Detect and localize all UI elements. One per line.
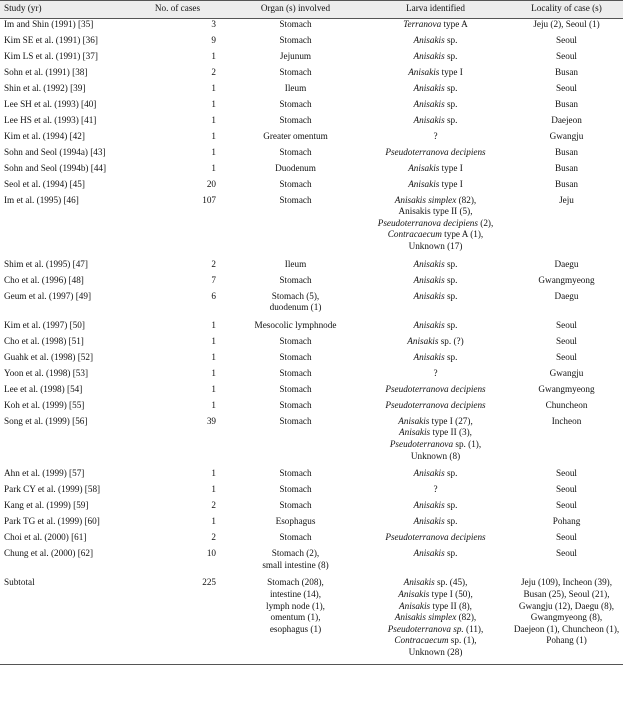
table-row <box>0 416 623 468</box>
cell-larva <box>361 67 508 83</box>
table-row <box>0 548 623 577</box>
larva-line: Anisakis type II (3), <box>399 427 472 438</box>
cell-locality <box>508 516 623 532</box>
cell-organ <box>228 99 361 115</box>
header-larva: Larva identified <box>361 1 508 19</box>
larva-line: Pseudoterranova decipiens <box>385 532 486 543</box>
cell-larva <box>361 336 508 352</box>
cell-larva <box>361 320 508 336</box>
larva-line: Anisakis sp. <box>413 34 458 45</box>
cell-larva <box>361 179 508 195</box>
cell-study: Im et al. (1995) [46] <box>4 194 79 205</box>
cell-cases: 1 <box>211 351 216 362</box>
cell-cases: 1 <box>211 335 216 346</box>
table-row <box>0 195 623 259</box>
locality-line: Seoul <box>556 34 577 45</box>
locality-line: Chuncheon <box>545 399 588 410</box>
cell-study: Subtotal <box>0 577 125 665</box>
table-row <box>0 83 623 99</box>
cell-larva <box>361 35 508 51</box>
cell-study: Seol et al. (1994) [45] <box>4 178 85 189</box>
cell-larva <box>361 352 508 368</box>
cell-larva <box>361 83 508 99</box>
cell-locality <box>508 400 623 416</box>
organ-line: Stomach <box>279 367 312 378</box>
locality-line: Seoul <box>556 50 577 61</box>
locality-line: Daejeon (1), Chuncheon (1), <box>513 623 620 634</box>
larva-line: Pseudoterranova sp. (1), <box>389 438 482 449</box>
cell-cases: 225 <box>125 577 228 665</box>
organ-line: Stomach <box>279 178 312 189</box>
larva-line: Anisakis type I <box>408 162 463 173</box>
organ-line: Stomach (5), <box>271 290 320 301</box>
cell-locality <box>508 577 623 665</box>
cell-cases: 1 <box>211 367 216 378</box>
locality-line: Seoul <box>556 468 577 479</box>
cell-cases: 2 <box>211 500 216 511</box>
cell-larva <box>361 516 508 532</box>
cell-study: Koh et al. (1999) [55] <box>4 399 85 410</box>
organ-line: Stomach (2), <box>271 548 320 559</box>
locality-line: Seoul <box>556 319 577 330</box>
table-row <box>0 115 623 131</box>
locality-line: Jeju <box>559 194 574 205</box>
cell-cases: 1 <box>211 399 216 410</box>
larva-line: Anisakis sp. (45), <box>403 577 468 588</box>
organ-line: Stomach <box>279 114 312 125</box>
organ-line: Stomach <box>279 146 312 157</box>
table-row <box>0 484 623 500</box>
cell-organ <box>228 291 361 320</box>
cell-cases: 39 <box>206 415 216 426</box>
locality-line: Busan <box>555 66 578 77</box>
cell-organ <box>228 115 361 131</box>
larva-line: Anisakis sp. <box>413 98 458 109</box>
cell-cases: 2 <box>211 258 216 269</box>
locality-line: Seoul <box>556 351 577 362</box>
cell-organ <box>228 500 361 516</box>
table-row <box>0 163 623 179</box>
cell-locality <box>508 532 623 548</box>
cell-cases: 1 <box>211 130 216 141</box>
organ-line: Stomach <box>279 415 312 426</box>
organ-line: Esophagus <box>275 516 316 527</box>
cell-locality <box>508 259 623 275</box>
cell-organ <box>228 368 361 384</box>
larva-line: Pseudoterranova decipiens <box>385 399 486 410</box>
cell-study: Shim et al. (1995) [47] <box>4 258 88 269</box>
cell-locality <box>508 368 623 384</box>
organ-line: duodenum (1) <box>269 302 322 313</box>
locality-line: Seoul <box>556 532 577 543</box>
cell-organ <box>228 320 361 336</box>
cell-locality <box>508 500 623 516</box>
cell-locality <box>508 163 623 179</box>
locality-line: Gwangmyeong <box>538 383 595 394</box>
cell-study: Cho et al. (1996) [48] <box>4 274 84 285</box>
table-row <box>0 384 623 400</box>
cell-locality <box>508 291 623 320</box>
locality-line: Pohang (1) <box>546 635 587 646</box>
organ-line: Stomach <box>279 500 312 511</box>
larva-line: Anisakis sp. <box>413 500 458 511</box>
larva-line: Anisakis simplex (82), <box>394 612 477 623</box>
cell-larva <box>361 99 508 115</box>
cell-organ <box>228 259 361 275</box>
locality-line: Busan <box>555 146 578 157</box>
organ-line: small intestine (8) <box>262 559 329 570</box>
cell-locality <box>508 18 623 35</box>
organ-line: omentum (1), <box>270 612 321 623</box>
cell-cases: 1 <box>211 98 216 109</box>
cell-cases: 1 <box>211 114 216 125</box>
locality-line: Busan <box>555 162 578 173</box>
locality-line: Jeju (109), Incheon (39), <box>520 577 613 588</box>
cell-study: Lee SH et al. (1993) [40] <box>4 98 97 109</box>
organ-line: Stomach <box>279 18 312 29</box>
table-row <box>0 147 623 163</box>
cell-locality <box>508 195 623 259</box>
cell-larva <box>361 147 508 163</box>
locality-line: Busan (25), Seoul (21), <box>523 588 610 599</box>
organ-line: Mesocolic lymphnode <box>254 319 337 330</box>
larva-line: Unknown (17) <box>408 240 463 251</box>
cell-study: Kim LS et al. (1991) [37] <box>4 50 98 61</box>
cell-organ <box>228 195 361 259</box>
cell-larva <box>361 18 508 35</box>
locality-line: Gwangju <box>549 130 584 141</box>
cell-organ <box>228 83 361 99</box>
cell-cases: 3 <box>211 18 216 29</box>
cell-cases: 9 <box>211 34 216 45</box>
table-row <box>0 67 623 83</box>
cell-study: Cho et al. (1998) [51] <box>4 335 84 346</box>
larva-line: Pseudoterranova decipiens <box>385 383 486 394</box>
larva-line: Anisakis type I <box>408 66 463 77</box>
larva-line: Anisakis sp. <box>413 319 458 330</box>
larva-line: Pseudoterranova decipiens (2), <box>377 217 494 228</box>
cell-larva <box>361 384 508 400</box>
cell-study: Geum et al. (1997) [49] <box>4 290 91 301</box>
cell-study: Chung et al. (2000) [62] <box>4 548 94 559</box>
cell-organ <box>228 532 361 548</box>
organ-line: Stomach <box>279 399 312 410</box>
cell-locality <box>508 179 623 195</box>
larva-line: Contracaecum sp. (1), <box>394 635 477 646</box>
cell-larva <box>361 275 508 291</box>
cell-cases: 1 <box>211 50 216 61</box>
table-row <box>0 468 623 484</box>
table-row <box>0 336 623 352</box>
locality-line: Seoul <box>556 484 577 495</box>
cell-organ <box>228 416 361 468</box>
larva-line: Anisakis sp. <box>413 82 458 93</box>
cell-study: Kim SE et al. (1991) [36] <box>4 34 98 45</box>
cell-study: Yoon et al. (1998) [53] <box>4 367 89 378</box>
cell-larva <box>361 115 508 131</box>
cell-organ <box>228 131 361 147</box>
larva-line: Anisakis sp. <box>413 274 458 285</box>
cell-larva <box>361 51 508 67</box>
cell-locality <box>508 548 623 577</box>
larva-line: Anisakis type II (5), <box>398 206 473 217</box>
organ-line: esophagus (1) <box>269 623 322 634</box>
cell-locality <box>508 99 623 115</box>
cell-locality <box>508 67 623 83</box>
cell-locality <box>508 468 623 484</box>
cell-locality <box>508 416 623 468</box>
organ-line: Greater omentum <box>263 130 328 141</box>
larva-line: Anisakis type I (50), <box>398 588 473 599</box>
cell-organ <box>228 352 361 368</box>
cell-organ <box>228 179 361 195</box>
cell-cases: 10 <box>206 548 216 559</box>
larva-line: Anisakis sp. <box>413 548 458 559</box>
cell-organ <box>228 484 361 500</box>
cell-larva <box>361 484 508 500</box>
cell-cases: 107 <box>202 194 216 205</box>
cell-cases: 1 <box>211 484 216 495</box>
table-row <box>0 99 623 115</box>
table-row <box>0 131 623 147</box>
cell-study: Choi et al. (2000) [61] <box>4 532 87 543</box>
larva-line: Anisakis sp. <box>413 516 458 527</box>
cell-larva <box>361 163 508 179</box>
larva-line: ? <box>433 367 438 378</box>
larva-line: Anisakis sp. <box>413 114 458 125</box>
cell-organ <box>228 548 361 577</box>
cell-larva <box>361 500 508 516</box>
larva-line: Anisakis sp. <box>413 290 458 301</box>
cell-larva <box>361 259 508 275</box>
cell-locality <box>508 320 623 336</box>
cell-study: Kim et al. (1994) [42] <box>4 130 85 141</box>
organ-line: intestine (14), <box>269 588 322 599</box>
cell-study: Sohn et al. (1991) [38] <box>4 66 88 77</box>
cell-larva <box>361 532 508 548</box>
cell-cases: 2 <box>211 532 216 543</box>
cell-organ <box>228 384 361 400</box>
header-study: Study (yr) <box>0 1 125 19</box>
cell-cases: 1 <box>211 319 216 330</box>
cell-larva <box>361 400 508 416</box>
table-row <box>0 368 623 384</box>
cell-study: Song et al. (1999) [56] <box>4 415 88 426</box>
cell-cases: 1 <box>211 82 216 93</box>
organ-line: Stomach <box>279 351 312 362</box>
cell-locality <box>508 275 623 291</box>
locality-line: Jeju (2), Seoul (1) <box>533 18 600 29</box>
cell-study: Park TG et al. (1999) [60] <box>4 516 100 527</box>
cell-locality <box>508 484 623 500</box>
cell-locality <box>508 336 623 352</box>
cell-study: Guahk et al. (1998) [52] <box>4 351 94 362</box>
cell-cases: 7 <box>211 274 216 285</box>
cell-study: Im and Shin (1991) [35] <box>4 18 94 29</box>
locality-line: Busan <box>555 178 578 189</box>
cell-study: Ahn et al. (1999) [57] <box>4 468 85 479</box>
cell-organ <box>228 336 361 352</box>
locality-line: Seoul <box>556 548 577 559</box>
organ-line: Stomach <box>279 383 312 394</box>
larva-line: ? <box>433 130 438 141</box>
cell-cases: 1 <box>211 162 216 173</box>
table-row <box>0 400 623 416</box>
cell-study: Lee et al. (1998) [54] <box>4 383 83 394</box>
header-locality: Locality of case (s) <box>508 1 623 19</box>
cell-larva <box>361 131 508 147</box>
locality-line: Daegu <box>554 258 579 269</box>
cell-larva <box>361 195 508 259</box>
organ-line: Stomach <box>279 34 312 45</box>
locality-line: Gwangju <box>549 367 584 378</box>
cell-cases: 1 <box>211 146 216 157</box>
organ-line: Stomach <box>279 98 312 109</box>
cell-organ <box>228 516 361 532</box>
larva-line: Anisakis sp. <box>413 50 458 61</box>
cell-locality <box>508 115 623 131</box>
locality-line: Daegu <box>554 290 579 301</box>
organ-line: Stomach <box>279 66 312 77</box>
cell-locality <box>508 51 623 67</box>
organ-line: Stomach <box>279 194 312 205</box>
cell-larva <box>361 368 508 384</box>
cell-organ <box>228 163 361 179</box>
locality-line: Seoul <box>556 500 577 511</box>
organ-line: Ileum <box>284 258 307 269</box>
cell-cases: 1 <box>211 516 216 527</box>
locality-line: Gwangmyeong <box>538 274 595 285</box>
table-row <box>0 500 623 516</box>
larva-line: Anisakis type II (8), <box>399 600 472 611</box>
cell-organ <box>228 51 361 67</box>
organ-line: Stomach <box>279 532 312 543</box>
cell-organ <box>228 400 361 416</box>
cell-organ <box>228 577 361 665</box>
cell-cases: 1 <box>211 468 216 479</box>
organ-line: Stomach <box>279 335 312 346</box>
locality-line: Gwangju (12), Daegu (8), <box>518 600 615 611</box>
cell-locality <box>508 147 623 163</box>
cell-organ <box>228 275 361 291</box>
cell-cases: 1 <box>211 383 216 394</box>
larva-line: Anisakis sp. <box>413 258 458 269</box>
cell-organ <box>228 468 361 484</box>
larva-line: Anisakis type I <box>408 178 463 189</box>
cell-cases: 20 <box>206 178 216 189</box>
cell-study: Park CY et al. (1999) [58] <box>4 484 101 495</box>
cell-organ <box>228 18 361 35</box>
cell-larva <box>361 291 508 320</box>
table-body <box>0 18 623 665</box>
larva-line: Pseudoterranova decipiens <box>385 146 486 157</box>
cell-organ <box>228 67 361 83</box>
cell-study: Sohn and Seol (1994b) [44] <box>4 162 107 173</box>
locality-line: Seoul <box>556 82 577 93</box>
table-row <box>0 516 623 532</box>
cell-organ <box>228 35 361 51</box>
cell-study: Kim et al. (1997) [50] <box>4 319 85 330</box>
locality-line: Seoul <box>556 335 577 346</box>
cell-study: Sohn and Seol (1994a) [43] <box>4 146 106 157</box>
cell-larva <box>361 416 508 468</box>
organ-line: Stomach <box>279 274 312 285</box>
table-row <box>0 18 623 35</box>
table-row <box>0 532 623 548</box>
organ-line: Stomach <box>279 484 312 495</box>
locality-line: Pohang <box>552 516 581 527</box>
header-organ: Organ (s) involved <box>228 1 361 19</box>
table-row <box>0 352 623 368</box>
cell-cases: 6 <box>211 290 216 301</box>
table-row <box>0 179 623 195</box>
cell-cases: 2 <box>211 66 216 77</box>
table-row <box>0 51 623 67</box>
organ-line: lymph node (1), <box>266 600 325 611</box>
larva-line: Anisakis sp. (?) <box>407 335 464 346</box>
table-row <box>0 291 623 320</box>
table-row <box>0 275 623 291</box>
locality-line: Gwangmyeong (8), <box>530 612 603 623</box>
larva-line: Anisakis type I (27), <box>398 415 473 426</box>
organ-line: Jejunum <box>279 50 312 61</box>
organ-line: Ileum <box>284 82 307 93</box>
larva-line: Unknown (8) <box>410 450 461 461</box>
organ-line: Duodenum <box>275 162 316 173</box>
cell-study: Kang et al. (1999) [59] <box>4 500 89 511</box>
table-row <box>0 35 623 51</box>
table-row <box>0 577 623 665</box>
cell-study: Shin et al. (1992) [39] <box>4 82 86 93</box>
cell-study: Lee HS et al. (1993) [41] <box>4 114 97 125</box>
table-header-row <box>0 1 623 19</box>
cell-locality <box>508 384 623 400</box>
larva-line: Anisakis simplex (82), <box>394 194 477 205</box>
locality-line: Incheon <box>551 415 582 426</box>
cell-organ <box>228 147 361 163</box>
cell-larva <box>361 468 508 484</box>
larva-line: Contracaecum type A (1), <box>387 229 484 240</box>
cell-larva <box>361 577 508 665</box>
organ-line: Stomach (208), <box>267 577 324 588</box>
organ-line: Stomach <box>279 468 312 479</box>
larva-line: ? <box>433 484 438 495</box>
table-row <box>0 259 623 275</box>
locality-line: Busan <box>555 98 578 109</box>
cell-locality <box>508 352 623 368</box>
larva-line: Unknown (28) <box>408 646 463 657</box>
larva-line: Pseudoterranova sp. (11), <box>387 623 484 634</box>
larva-line: Anisakis sp. <box>413 468 458 479</box>
larva-line: Terranova type A <box>403 18 468 29</box>
table-row <box>0 320 623 336</box>
cell-locality <box>508 35 623 51</box>
cell-locality <box>508 131 623 147</box>
cell-locality <box>508 83 623 99</box>
locality-line: Daejeon <box>551 114 582 125</box>
header-cases: No. of cases <box>125 1 228 19</box>
cell-larva <box>361 548 508 577</box>
larva-line: Anisakis sp. <box>413 351 458 362</box>
